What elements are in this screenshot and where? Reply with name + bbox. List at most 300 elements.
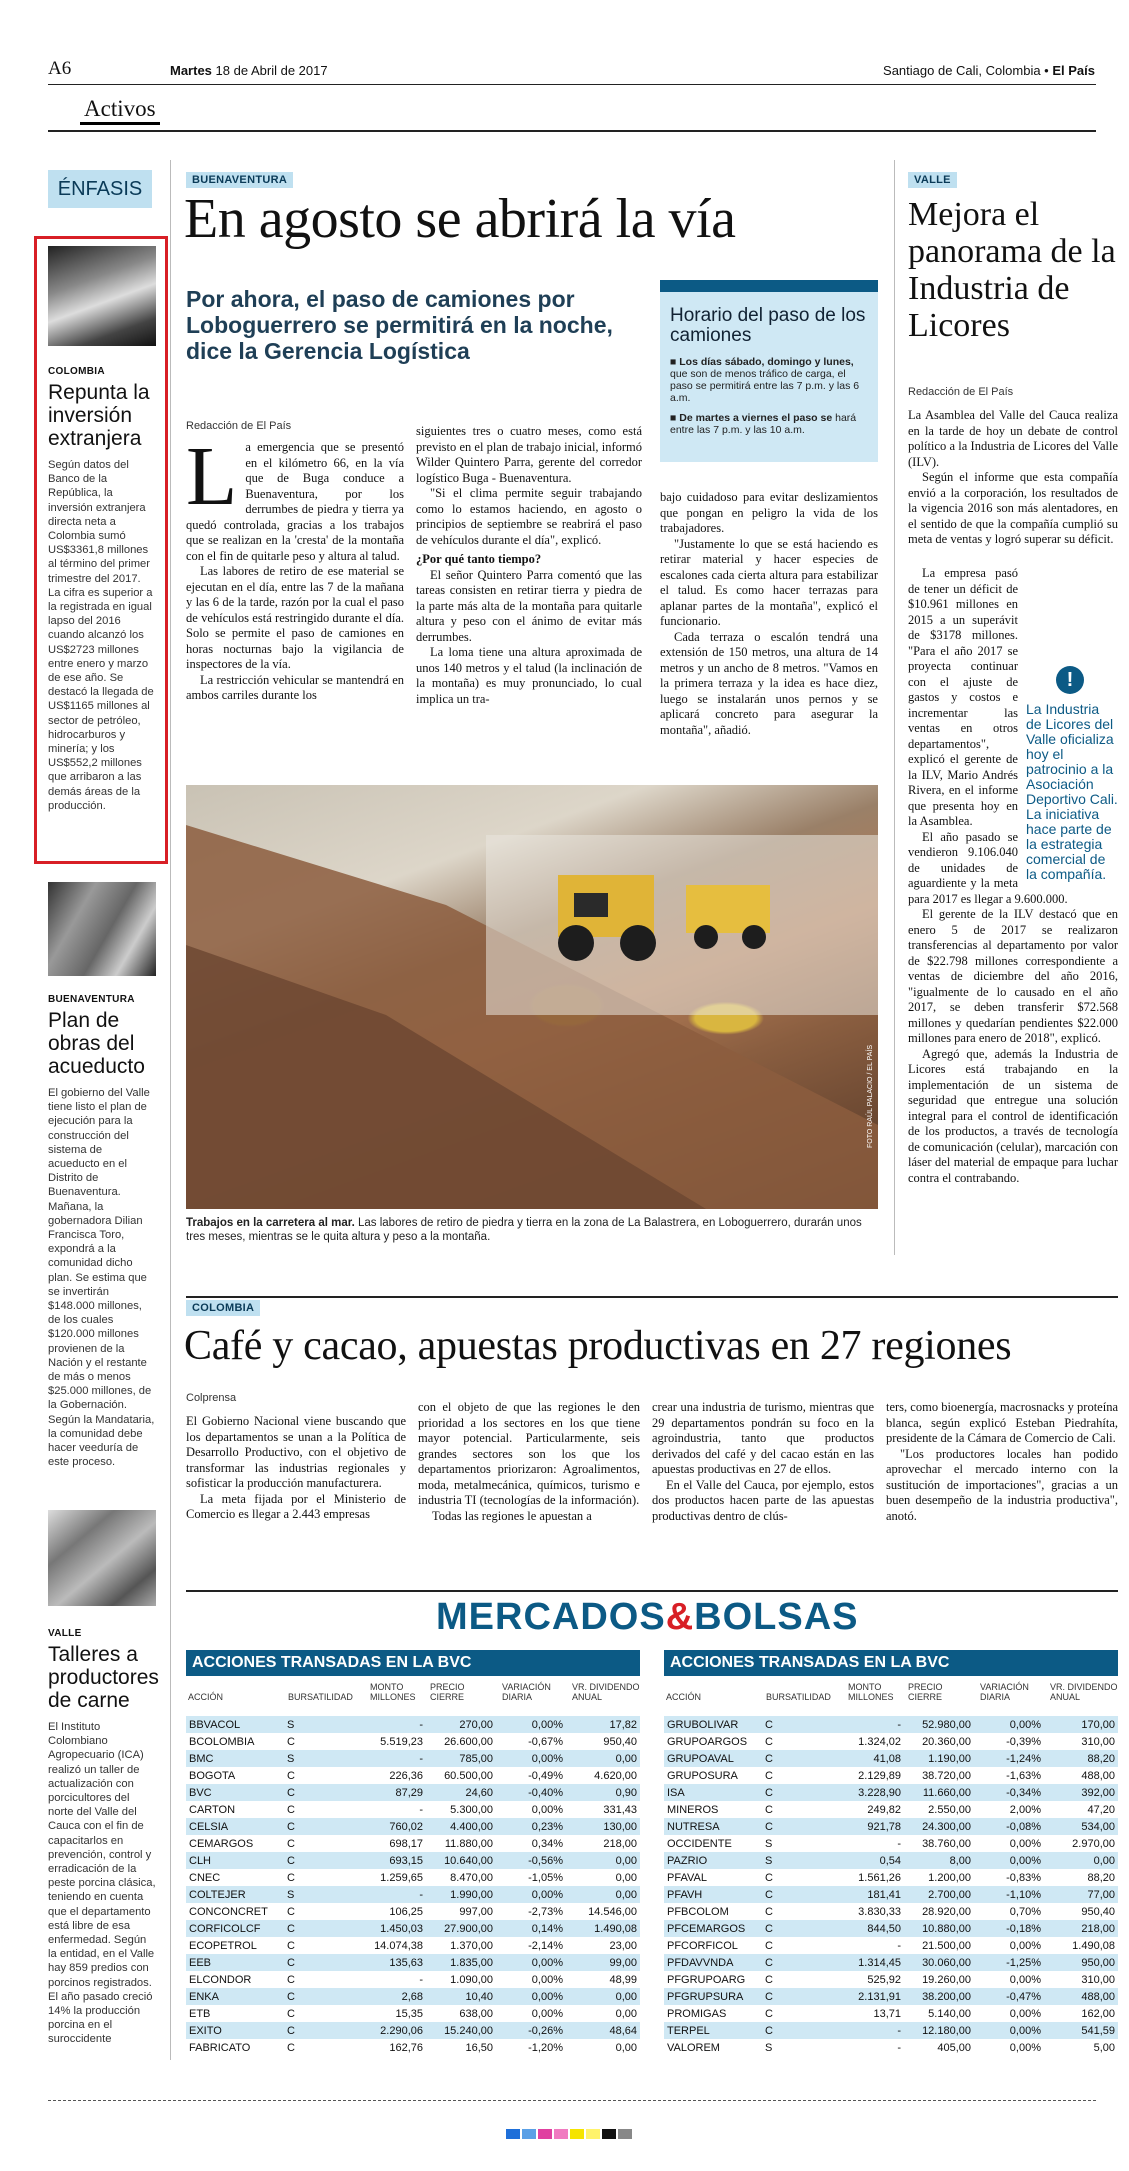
table-cell: 48,99 [609,1973,637,1986]
table-cell: 921,78 [840,1818,904,1835]
table-cell: 8.470,00 [450,1871,493,1884]
table-row [664,1750,1118,1767]
stock-name: CEMARGOS [189,1837,254,1850]
schedule-item: ■ Los días sábado, domingo y lunes, que son de menos tráfico de carga, el paso se permitirá entre las 7 p.m. y las 6 a.m. [670,356,860,404]
table-cell: 1.990,00 [426,1886,496,1903]
table-row [664,1988,1118,2005]
table-cell: - [362,1716,426,1733]
table-cell: - [840,1716,904,1733]
table-cell: 0,00 [566,1750,640,1767]
table-cell: 0,00% [496,1988,566,2005]
table-cell: -1,05% [528,1871,563,1884]
stock-name: BCOLOMBIA [189,1735,255,1748]
table-cell: 0,00 [615,1871,637,1884]
table-row [186,1784,640,1801]
table-cell: 13,71 [873,2007,901,2020]
table-row [664,2005,1118,2022]
markets-title-b: BOLSAS [694,1596,859,1638]
table-cell: 30.060,00 [904,1954,974,1971]
stock-name: GRUPOARGOS [667,1735,748,1748]
stock-name: GRUBOLIVAR [664,1716,762,1733]
table-cell: 21.500,00 [922,1939,971,1952]
table-cell: S [762,1852,840,1869]
stock-name: PFDAVVNDA [664,1954,762,1971]
column-divider [894,160,895,1255]
stock-name: ECOPETROL [189,1939,257,1952]
table-cell: 0,00% [1009,2007,1041,2020]
table-cell: C [284,1784,362,1801]
table-cell: 10,40 [426,1988,496,2005]
schedule-lead: Los días sábado, domingo y lunes, [679,356,854,368]
table-cell: -0,18% [974,1920,1044,1937]
stock-name: PFCEMARGOS [664,1920,762,1937]
main-photo [186,785,878,1209]
swatch [570,2129,584,2139]
caption-lead: Trabajos en la carretera al mar. [186,1217,355,1229]
table-cell: 162,00 [1081,2007,1115,2020]
table-row [186,1869,640,1886]
location-text: Santiago de Cali, Colombia • [883,63,1049,78]
table-cell: 27.900,00 [426,1920,496,1937]
table-cell: 5,00 [1093,2041,1115,2054]
paragraph: "Justamente lo que se está haciendo es retirar material y hacer especies de escalones cada cierta altura para estabilizar el talud. Es como hacer terrazas para aplanar partes de la montaña", explicó el funcionario. [660,536,878,628]
paragraph: La meta fijada por el Ministerio de Comercio es llegar a 2.443 empresas [186,1491,406,1521]
table-cell: 17,82 [566,1716,640,1733]
table-cell: 60.500,00 [444,1769,493,1782]
main-col3 [660,490,878,738]
section-subhead: ¿Por qué tanto tiempo? [416,552,542,566]
table-cell: 2.550,00 [928,1803,971,1816]
schedule-item: ■ De martes a viernes el paso se hará entre las 7 p.m. y las 10 a.m. [670,412,857,436]
table-cell: 0,00 [566,1886,640,1903]
table-cell: 4.400,00 [426,1818,496,1835]
table-cell: -0,56% [496,1852,566,1869]
table-cell: C [765,1769,773,1782]
table-cell: S [765,2041,773,2054]
table-row [186,1937,640,1954]
table-cell: 4.620,00 [594,1769,637,1782]
photo-credit: FOTO RAÚL PALACIO / EL PAÍS [867,1045,874,1148]
table-cell: 2.131,91 [840,1988,904,2005]
table-cell: 693,15 [362,1852,426,1869]
sidebar-item [48,246,156,813]
table-cell: C [765,1939,773,1952]
table-cell: 541,59 [1044,2022,1118,2039]
table-cell: -1,10% [974,1886,1044,1903]
table-cell: -0,34% [974,1784,1044,1801]
second-kicker: COLOMBIA [186,1300,260,1316]
sidebar-headline: Plan de obras del acueducto [48,1009,145,1078]
table-row [186,1920,640,1937]
table-cell: C [287,1769,295,1782]
table-cell: 0,00 [615,2007,637,2020]
table-row [664,2022,1118,2039]
table-cell: 87,29 [362,1784,426,1801]
table-cell: 106,25 [389,1905,423,1918]
table-row [186,1988,640,2005]
swatch [522,2129,536,2139]
table-cell: 1.324,02 [858,1735,901,1748]
paragraph: crear una industria de turismo, mientras que 29 departamentos pondrán su foco en la agroindustria, tanto que productos derivados del café y del cacao están en las apuestas productivas en 27 de ellos. [652,1400,874,1476]
table-cell: - [419,1973,423,1986]
date-rest: 18 de Abril de 2017 [215,63,328,78]
paragraph: Las labores de retiro de ese material se ejecutan en el día, entre las 7 de la mañana y las 6 de la tarde, razón por la cual el paso de vehículos está restringido durante el día. Solo se permite el paso de camiones en horas nocturnas bajo la vigilancia de inspectores de la vía. [186,564,404,671]
swatch [554,2129,568,2139]
color-registration-bar [506,2126,634,2144]
table-cell: 698,17 [389,1837,423,1850]
table-cell: 0,23% [496,1818,566,1835]
table-cell: - [897,1837,901,1850]
table-row [664,1903,1118,1920]
paragraph: a emergencia que se presentó en el kilómetro 66, en la vía que de Buga conduce a Buenaventura, por los derrumbes de piedra y tierra ya quedó controlada, gracias a los trabajos que se realizan en la 'cresta' de la montaña con el fin de quitarle peso y altura al talud. [186,440,404,563]
second-col1 [186,1414,406,1523]
table-cell: 15,35 [395,2007,423,2020]
stock-name: CELSIA [186,1818,284,1835]
table-cell: C [762,1750,840,1767]
paragraph: "Si el clima permite seguir trabajando como lo estamos haciendo, en agosto o principios de septiembre se reabrirá el paso de vehículos durante el día", explicó. [416,486,642,547]
table-cell: - [897,1939,901,1952]
table-cell: 14.546,00 [588,1905,637,1918]
markets-rule [186,1590,1118,1592]
table-cell: 488,00 [1081,1769,1115,1782]
schedule-rest: que son de menos tráfico de carga, el paso se permitirá entre las 7 p.m. y las 6 a.m. [670,368,860,404]
table-cell: -0,49% [528,1769,563,1782]
table-cell: 2.290,06 [362,2022,426,2039]
table-cell: 0,00% [974,2022,1044,2039]
sidebar-photo [48,882,156,976]
table-cell: 0,00 [566,1852,640,1869]
table-cell: 0,00 [566,1988,640,2005]
paragraph: La empresa pasó de tener un déficit de $10.961 millones en 2015 a un superávit de $3178 millones. "Para el año 2017 se proyecta continuar con el ajuste de gastos y costos e incrementar las ventas en otros departamentos", explicó el gerente de la ILV, Mario Andrés Rivera, en el informe que presenta hoy en la Asamblea. [908,566,1018,828]
table-cell: - [840,2022,904,2039]
swatch [506,2129,520,2139]
drop-cap: L [186,430,238,523]
stock-name: TERPEL [664,2022,762,2039]
table-cell: 1.370,00 [450,1939,493,1952]
table-cell: 3.228,90 [840,1784,904,1801]
table-row [664,1818,1118,1835]
table-cell: 0,54 [840,1852,904,1869]
col-header: PRECIO CIERRE [430,1682,465,1702]
markets-amp: & [665,1596,695,1638]
paragraph: En el Valle del Cauca, por ejemplo, estos dos productos hacen parte de las apuestas productivas dentro de clús- [652,1477,874,1523]
table-cell: - [362,1750,426,1767]
col-header: MONTO MILLONES [370,1682,416,1702]
paragraph: Todas las regiones le apuestan a [432,1508,592,1523]
table-cell: 88,20 [1087,1871,1115,1884]
table-cell: 77,00 [1044,1886,1118,1903]
paragraph: con el objeto de que las regiones le den prioridad a los sectores en los que tiene mayor potencial. Particularmente, seis grandes sectores son los que los departamentos priorizaron: Agroalimentos, moda, metalmecánica, químicos, turismo e industria TI (tecnologías de la información). [418,1400,640,1507]
paragraph: Cada terraza o escalón tendrá una extensión de 150 metros, una altura de 14 metros y un ancho de 8 metros. "Vamos en la primera terraza y la idea es hace diez, luego se instalarán unos pernos y se aplicará concreto para asegurar la montaña", añadió. [660,629,878,737]
table-cell: -0,40% [496,1784,566,1801]
stock-name: BOGOTA [189,1769,236,1782]
stock-table-right [664,1650,1118,2056]
schedule-title: Horario del paso de los camiones [670,305,866,346]
table-cell: C [284,1920,362,1937]
paragraph: siguientes tres o cuatro meses, como está previsto en el plan de trabajo inicial, informó Wilder Quintero Parra, gerente del corredor logístico Buga - Buenaventura. [416,424,642,485]
table-cell: 405,00 [937,2041,971,2054]
table-cell: 0,00% [974,1716,1044,1733]
date-day: Martes [170,63,212,78]
table-cell: 0,00% [1009,1939,1041,1952]
table-cell: 0,00% [1009,2041,1041,2054]
table-cell: 1.190,00 [904,1750,974,1767]
table-row [664,1801,1118,1818]
table-row [186,2039,640,2056]
table-cell: -2,14% [528,1939,563,1952]
markets-title-a: MERCADOS [436,1596,666,1638]
story-rule [186,1296,1118,1298]
table-cell: 488,00 [1044,1988,1118,2005]
swatch [602,2129,616,2139]
table-cell: C [287,2007,295,2020]
table-title: ACCIONES TRANSADAS EN LA BVC [664,1650,1118,1676]
table-cell: 8,00 [904,1852,974,1869]
callout [1026,666,1118,882]
table-cell: 41,08 [840,1750,904,1767]
table-row [186,1903,640,1920]
table-cell: C [284,1818,362,1835]
stock-name: ENKA [186,1988,284,2005]
table-cell: -1,24% [974,1750,1044,1767]
table-row [186,1954,640,1971]
table-cell: 997,00 [459,1905,493,1918]
table-cell: 0,34% [531,1837,563,1850]
table-cell: C [287,1803,295,1816]
stock-name: PFAVAL [667,1871,707,1884]
section-label: Activos [80,96,160,125]
paragraph: La loma tiene una altura aproximada de unos 140 metros y el talud (la inclinación de la montaña) es muy pronunciado, lo cual implica un tra- [416,645,642,706]
col-header: ACCIÓN [666,1692,702,1702]
table-cell: 10.880,00 [904,1920,974,1937]
table-cell: 218,00 [603,1837,637,1850]
table-cell: C [762,1920,840,1937]
col-header: MONTO MILLONES [848,1682,894,1702]
table-cell: 270,00 [426,1716,496,1733]
table-cell: 28.920,00 [922,1905,971,1918]
table-cell: C [287,1871,295,1884]
stock-name: PROMIGAS [667,2007,727,2020]
paragraph: El señor Quintero Parra comentó que las tareas consisten en retirar tierra y piedra de la parte más alta de la montaña para quitarle altura y peso con el ánimo de evitar más derrumbes. [416,567,642,644]
table-cell: 331,43 [603,1803,637,1816]
stock-name: PFGRUPOARG [667,1973,746,1986]
table-cell: C [284,2022,362,2039]
table-cell: 310,00 [1081,1973,1115,1986]
table-cell: 525,92 [867,1973,901,1986]
table-cell: S [284,1750,362,1767]
paragraph: La restricción vehicular se mantendrá en ambos carriles durante los [186,672,404,702]
right-col-top [908,408,1118,548]
table-cell: 99,00 [566,1954,640,1971]
table-row [664,1886,1118,1903]
schedule-rest: hará entre las 7 p.m. y las 10 a.m. [670,412,857,436]
table-cell: C [762,1716,840,1733]
stock-name: OCCIDENTE [667,1837,732,1850]
table-cell: - [419,1803,423,1816]
stock-name: PFCORFICOL [667,1939,738,1952]
table-header [186,1680,640,1716]
main-col2 [416,424,642,707]
swatch [618,2129,632,2139]
table-cell: 1.200,00 [928,1871,971,1884]
col-header: VARIACIÓN DIARIA [980,1682,1029,1702]
table-cell: 24,60 [426,1784,496,1801]
table-cell: 26.600,00 [444,1735,493,1748]
table-cell: 2,00% [1009,1803,1041,1816]
table-cell: 638,00 [459,2007,493,2020]
right-kicker: VALLE [908,172,957,188]
table-cell: S [284,1716,362,1733]
paragraph: El gerente de la ILV destacó que en enero 5 de 2017 se realizaron transferencias al departamento por valor de $22.798 millones correspondiente a ventas de diciembre del año 2016, "igualmente de lo causado en el año 2017, se deben transferir $72.568 millones y quedarían pendientes $22.000 millones para enero de 2018", explicó. [908,907,1118,1045]
sidebar-text: Según datos del Banco de la República, la inversión extranjera directa neta a Colombia sumó US$3361,8 millones al término del primer trimestre del 2017. La cifra es superior a la registrada en igual lapso del 2016 cuando alcanzó los US$2723 millones entre enero y marzo de ese año. Se destacó la llegada de US$1165 millones al sector de petróleo, hidrocarburos y minería; y los US$552,2 millones que arribaron a las demás áreas de la producción. [48,459,154,812]
table-cell: C [284,1988,362,2005]
stock-name: BMC [186,1750,284,1767]
table-row [186,1971,640,1988]
table-cell: 0,00% [974,1852,1044,1869]
table-cell: 5.519,23 [380,1735,423,1748]
table-cell: 38.200,00 [904,1988,974,2005]
table-row [186,1733,640,1750]
table-cell: C [287,1905,295,1918]
table-cell: 844,50 [840,1920,904,1937]
table-row [664,1937,1118,1954]
stock-name: NUTRESA [664,1818,762,1835]
table-cell: 1.450,03 [362,1920,426,1937]
table-row [186,1801,640,1818]
photo-caption [186,1216,878,1244]
main-subhead: Por ahora, el paso de camiones por Loboguerrero se permitirá en la noche, dice la Gerencia Logística [186,286,613,364]
table-cell: C [287,1735,295,1748]
table-cell: 950,40 [603,1735,637,1748]
swatch [538,2129,552,2139]
table-cell: 1.835,00 [426,1954,496,1971]
table-row [186,1767,640,1784]
table-row [186,1835,640,1852]
table-cell: 2.970,00 [1072,1837,1115,1850]
main-col1 [186,430,404,704]
table-cell: 130,00 [566,1818,640,1835]
table-cell: C [762,1886,840,1903]
table-cell: 0,00% [531,2007,563,2020]
table-cell: -0,47% [974,1988,1044,2005]
table-cell: - [362,1886,426,1903]
stock-name: BVC [186,1784,284,1801]
table-cell: 0,00% [531,1803,563,1816]
stock-name: BBVACOL [186,1716,284,1733]
table-cell: -0,08% [974,1818,1044,1835]
table-cell: 1.259,65 [380,1871,423,1884]
stock-name: ISA [664,1784,762,1801]
stock-name: GRUPOSURA [667,1769,738,1782]
table-cell: 0,14% [496,1920,566,1937]
table-cell: C [287,2041,295,2054]
right-byline: Redacción de El País [908,386,1014,398]
table-cell: 162,76 [389,2041,423,2054]
table-cell: -1,25% [974,1954,1044,1971]
stock-name: ELCONDOR [189,1973,252,1986]
stock-name: CONCONCRET [189,1905,268,1918]
paragraph: ters, como bioenergía, macrosnacks y proteína blanca, según explicó Esteban Piedrahíta, presidente de la Cámara de Comercio de Cali. [886,1400,1118,1445]
sidebar-kicker: BUENAVENTURA [48,994,135,1005]
stock-name: CORFICOLCF [186,1920,284,1937]
table-cell: C [762,2022,840,2039]
table-cell: C [762,1988,840,2005]
table-cell: 38.720,00 [922,1769,971,1782]
table-cell: C [287,1939,295,1952]
table-row [664,1835,1118,1852]
paper-name: El País [1052,63,1095,78]
table-row [664,1767,1118,1784]
table-cell: C [765,1803,773,1816]
table-cell: 0,00% [496,1954,566,1971]
table-cell: 0,00% [496,1716,566,1733]
sidebar-photo [48,1510,156,1606]
header-date [170,63,328,78]
table-cell: 181,41 [840,1886,904,1903]
paragraph: bajo cuidadoso para evitar deslizamientos que pongan en peligro la vida de los trabajadores. [660,490,878,535]
table-row [664,1971,1118,1988]
sidebar-photo [48,246,156,346]
stock-name: COLTEJER [186,1886,284,1903]
main-headline: En agosto se abrirá la vía [184,188,736,250]
table-cell: 310,00 [1081,1735,1115,1748]
stock-name: CNEC [189,1871,221,1884]
main-byline: Redacción de El País [186,420,292,432]
stock-name: ETB [189,2007,211,2020]
table-cell: 0,00% [1009,1973,1041,1986]
table-cell: 218,00 [1044,1920,1118,1937]
right-col-mid [908,566,1118,1186]
table-cell: 0,00% [496,1886,566,1903]
table-title: ACCIONES TRANSADAS EN LA BVC [186,1650,640,1676]
table-cell: C [762,1954,840,1971]
table-cell: C [765,1871,773,1884]
exclamation-icon: ! [1056,666,1084,694]
table-cell: 1.490,08 [1072,1939,1115,1952]
col-header: VR. DIVIDENDO ANUAL [1050,1682,1118,1702]
paragraph: Según el informe que esta compañía envió a la corporación, los resultados de la vigencia 2016 son más alentadores, en el sentido de que la compañía cumplió su meta de ventas y logró superar su déficit. [908,470,1118,546]
stock-name: EXITO [186,2022,284,2039]
table-row [664,1954,1118,1971]
table-cell: 3.830,33 [858,1905,901,1918]
table-cell: 10.640,00 [426,1852,496,1869]
table-cell: 20.360,00 [922,1735,971,1748]
second-byline: Colprensa [186,1392,237,1404]
table-cell: 11.880,00 [444,1837,493,1850]
table-cell: 0,00 [1044,1852,1118,1869]
table-cell: 47,20 [1087,1803,1115,1816]
table-cell: 760,02 [362,1818,426,1835]
markets-title [436,1596,859,1639]
table-cell: -0,67% [528,1735,563,1748]
table-cell: C [765,2007,773,2020]
table-row [664,1852,1118,1869]
table-row [664,2039,1118,2056]
section-rule [48,130,1096,132]
table-row [186,1716,640,1733]
sidebar-divider [170,160,171,2060]
table-cell: C [765,1735,773,1748]
second-col3 [652,1400,874,1524]
col-header: ACCIÓN [188,1692,224,1702]
table-cell: C [284,1954,362,1971]
table-cell: 249,82 [867,1803,901,1816]
stock-name: FABRICATO [189,2041,251,2054]
table-cell: C [284,1852,362,1869]
stock-name: PFBCOLOM [667,1905,729,1918]
table-cell: 0,00 [615,2041,637,2054]
table-cell: 785,00 [426,1750,496,1767]
